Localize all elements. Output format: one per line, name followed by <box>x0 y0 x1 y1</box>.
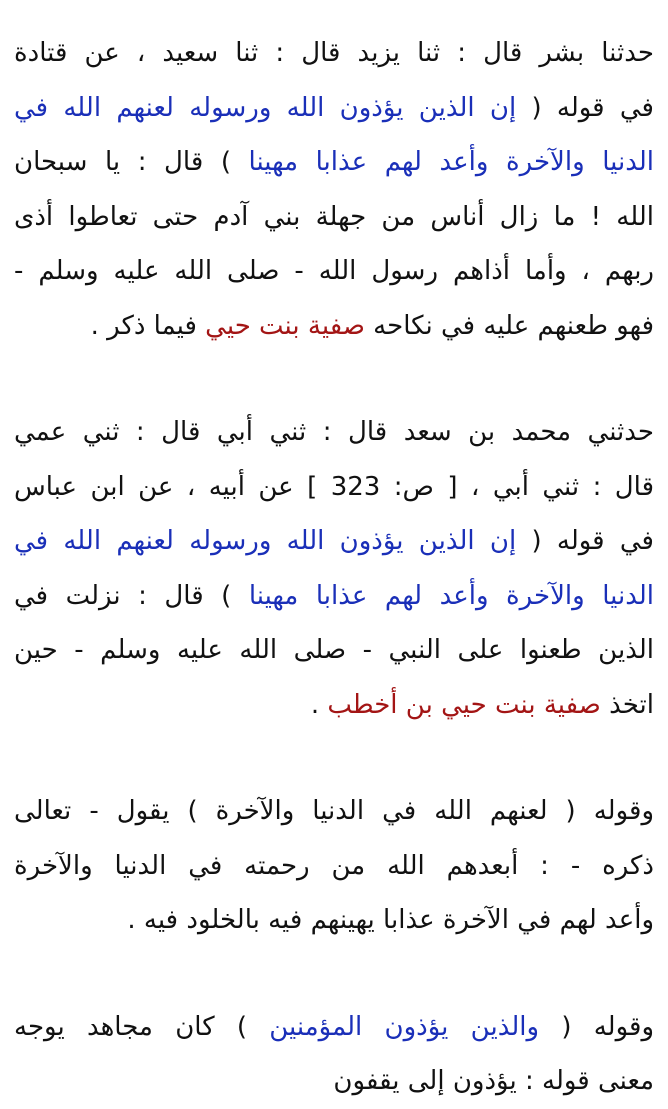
quran-verse: والذين يؤذون المؤمنين <box>269 1011 540 1042</box>
text-segment: فهو طعنهم عليه في نكاحه <box>364 310 654 341</box>
text-line <box>14 135 654 190</box>
paragraph <box>14 405 654 732</box>
text-segment: وقوله ( لعنهم الله في الدنيا والآخرة ) يقول - تعالى <box>14 796 654 826</box>
text-segment: حدثني محمد بن سعد قال : ثني أبي قال : ثني عمي <box>14 417 654 447</box>
text-segment: معنى قوله : يؤذون إلى يقفون <box>333 1066 654 1096</box>
text-line <box>14 623 654 678</box>
paragraph <box>14 1000 654 1109</box>
quran-verse: إن الذين يؤذون الله ورسوله لعنهم الله في <box>14 526 517 556</box>
text-line <box>14 784 654 839</box>
paragraph <box>14 784 654 948</box>
text-line <box>14 1000 654 1055</box>
quran-verse: الدنيا والآخرة وأعد لهم عذابا مهينا <box>248 147 654 177</box>
text-line <box>14 299 654 354</box>
text-line <box>14 244 654 299</box>
text-line <box>14 405 654 460</box>
quran-verse: إن الذين يؤذون الله ورسوله لعنهم الله في <box>14 92 517 123</box>
text-segment: 323 ] عن أبيه ، عن ابن عباس <box>14 471 394 502</box>
quran-verse: الدنيا والآخرة وأعد لهم عذابا مهينا <box>248 580 654 611</box>
text-line <box>14 569 654 624</box>
text-line <box>14 839 654 894</box>
text-segment: الله ! ما زال أناس من جهلة بني آدم حتى تعاطوا أذى <box>14 201 654 232</box>
text-line <box>14 1054 654 1109</box>
text-line <box>14 81 654 136</box>
text-segment: في قوله ( <box>516 526 654 556</box>
person-name: صفية بنت حيي <box>205 310 365 341</box>
text-segment: ) قال : يا سبحان <box>14 147 249 177</box>
text-line <box>14 514 654 569</box>
text-segment: فيما ذكر . <box>90 310 206 341</box>
text-segment: ) قال : نزلت في <box>14 580 249 611</box>
text-segment: قال : ثني أبي ، [ <box>433 471 655 502</box>
text-segment: وقوله ( <box>539 1011 655 1042</box>
paragraph <box>14 26 654 353</box>
text-segment: ) كان مجاهد يوجه <box>14 1011 270 1042</box>
text-segment: الذين طعنوا على النبي - صلى الله عليه وسلم - حين <box>14 635 654 665</box>
text-segment: في قوله ( <box>516 92 654 123</box>
text-segment: حدثنا بشر قال : ثنا يزيد قال : ثنا سعيد ، عن قتادة <box>14 38 654 68</box>
text-line <box>14 678 654 733</box>
text-segment: . <box>310 689 328 720</box>
text-line <box>14 26 654 81</box>
text-segment: اتخذ <box>600 689 654 720</box>
text-segment: ربهم ، وأما أذاهم رسول الله - صلى الله عليه وسلم - <box>14 256 654 286</box>
text-line <box>14 893 654 948</box>
text-line <box>14 460 654 515</box>
person-name: صفية بنت حيي بن أخطب <box>327 689 601 720</box>
text-segment: وأعد لهم في الآخرة عذابا يهينهم فيه بالخلود فيه . <box>127 905 654 935</box>
page-reference: ص: <box>393 471 434 502</box>
text-line <box>14 190 654 245</box>
text-segment: ذكره - : أبعدهم الله من رحمته في الدنيا والآخرة <box>14 850 654 881</box>
